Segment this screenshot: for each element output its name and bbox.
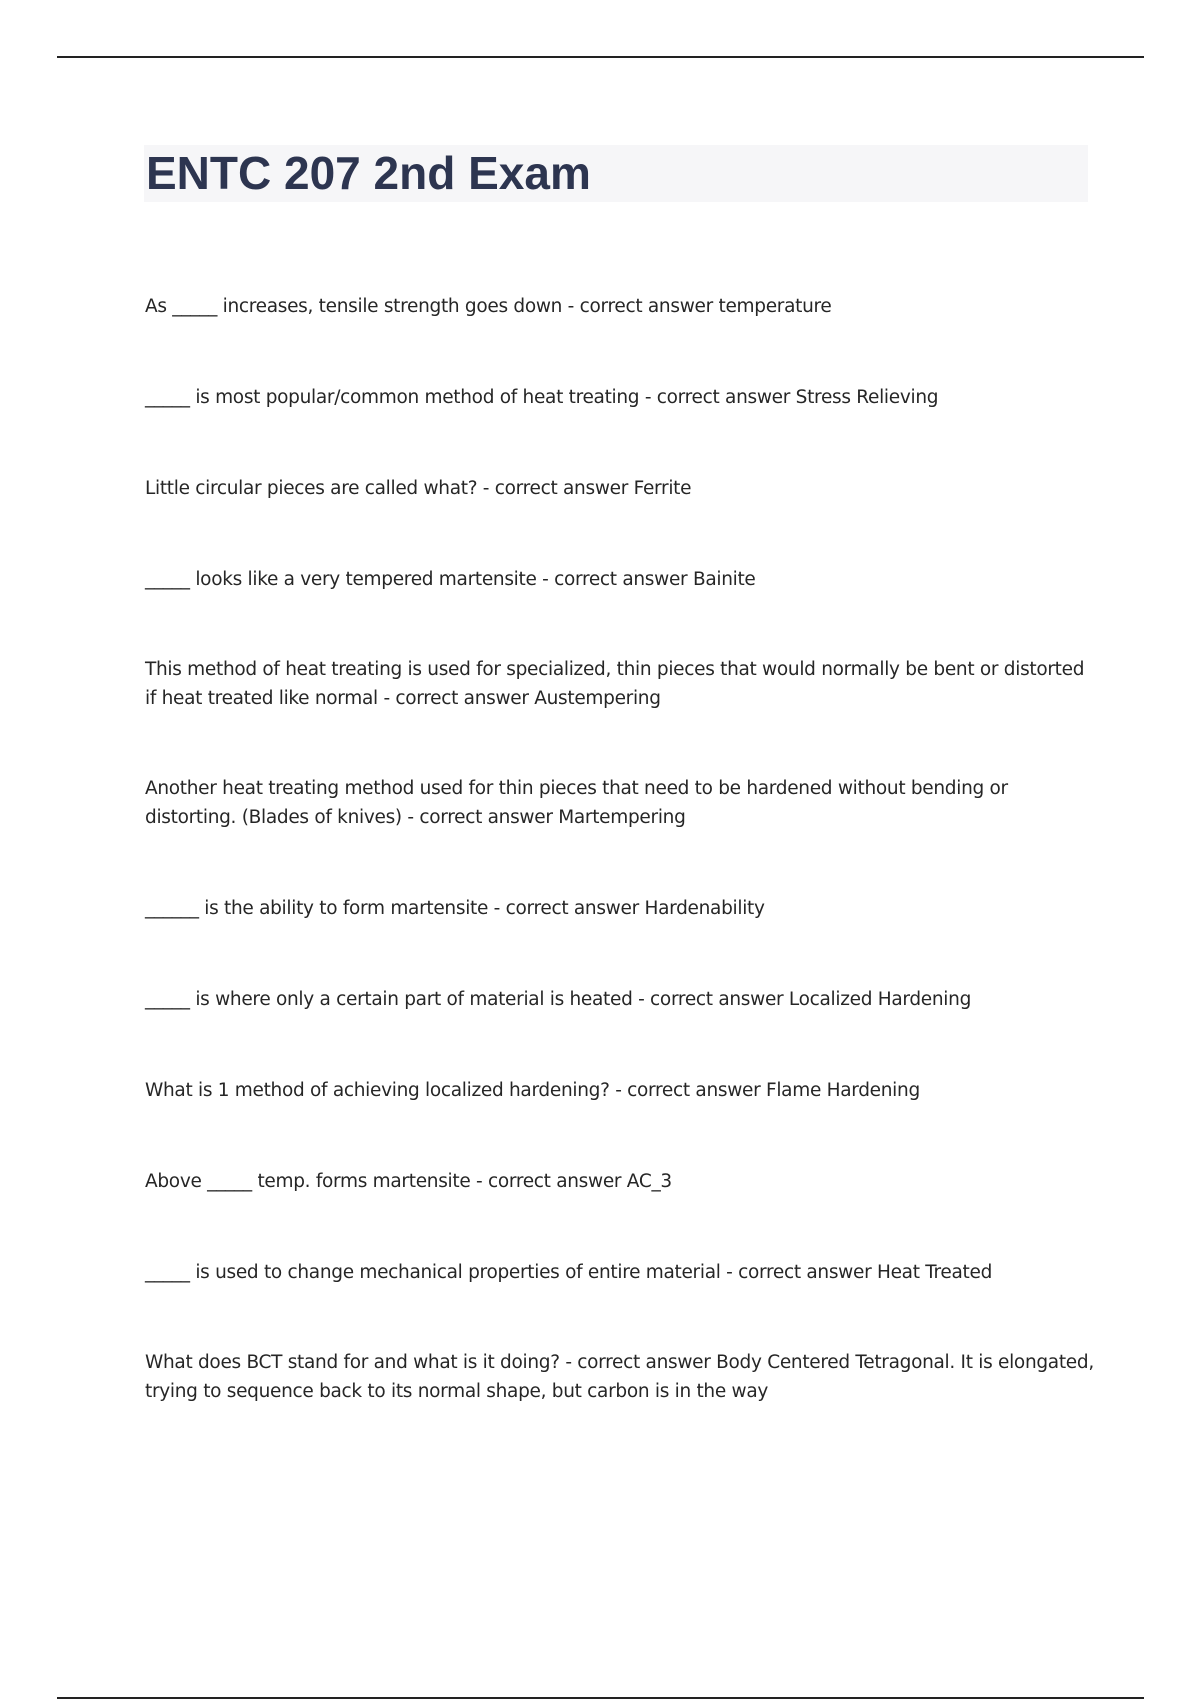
qa-item-4: _____ looks like a very tempered martensite - correct answer Bainite [145, 569, 756, 590]
qa-item-9: What is 1 method of achieving localized hardening? - correct answer Flame Hardening [145, 1080, 920, 1101]
qa-item-11: _____ is used to change mechanical properties of entire material - correct answer Heat Treated [145, 1262, 993, 1283]
qa-item-7: ______ is the ability to form martensite - correct answer Hardenability [145, 898, 765, 919]
qa-item-3: Little circular pieces are called what? - correct answer Ferrite [145, 478, 692, 499]
bottom-rule [57, 1697, 1144, 1699]
top-rule [57, 56, 1144, 58]
qa-item-2: _____ is most popular/common method of heat treating - correct answer Stress Relieving [145, 387, 939, 408]
qa-item-1: As _____ increases, tensile strength goes down - correct answer temperature [145, 296, 832, 317]
page-title: ENTC 207 2nd Exam [146, 147, 591, 199]
qa-item-5: This method of heat treating is used for specialized, thin pieces that would normally be bent or distorted if heat treated like normal - correct answer Austempering [145, 659, 1085, 709]
qa-item-10: Above _____ temp. forms martensite - correct answer AC_3 [145, 1171, 672, 1192]
qa-item-6: Another heat treating method used for thin pieces that need to be hardened without bending or distorting. (Blades of knives) - correct answer Martempering [145, 778, 1008, 828]
qa-item-8: _____ is where only a certain part of material is heated - correct answer Localized Hardening [145, 989, 972, 1010]
qa-item-12: What does BCT stand for and what is it doing? - correct answer Body Centered Tetragonal. It is elongated, trying to sequence back to its normal shape, but carbon is in the way [145, 1352, 1094, 1402]
